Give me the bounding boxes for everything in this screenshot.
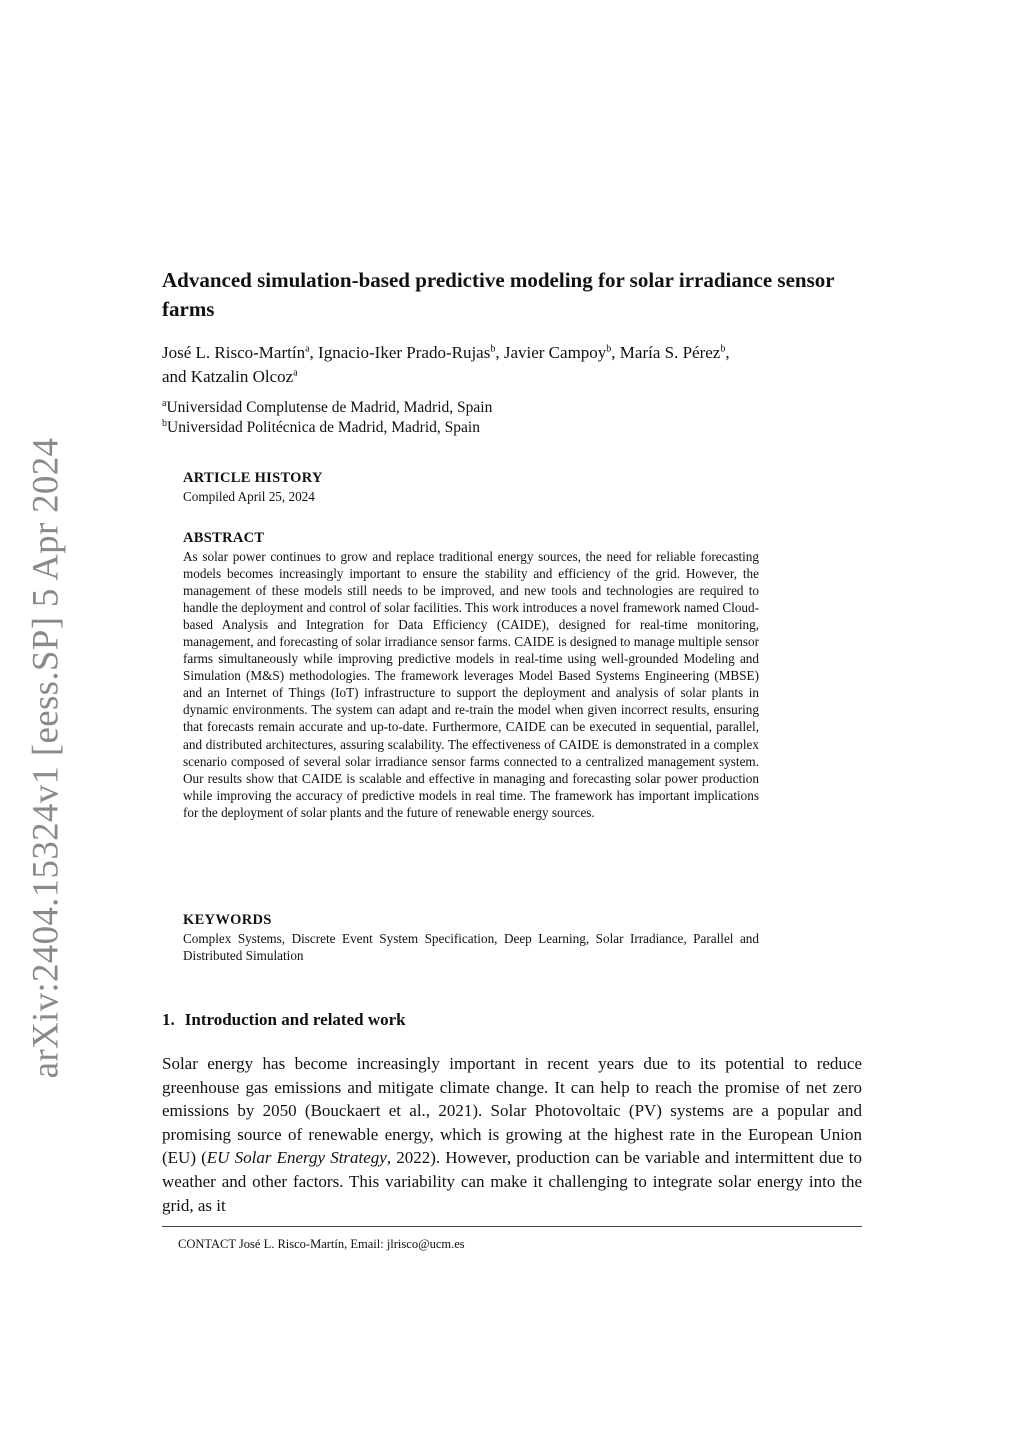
author-name: Katzalin Olcoz [190, 367, 294, 386]
keywords-heading: KEYWORDS [183, 912, 272, 928]
affiliation-mark: b [606, 343, 612, 355]
affiliation-mark: b [490, 343, 496, 355]
abstract-text: As solar power continues to grow and replace traditional energy sources, the need for reliable forecasting models becomes increasingly important to ensure the stability and efficiency of the grid. However, the management of these models still needs to be improved, and new tools and technologies are required to handle the deployment and control of solar facilities. This work introduces a novel framework named Cloud-based Analysis and Integration for Data Efficiency (CAIDE), designed for real-time monitoring, management, and forecasting of solar irradiance sensor farms. CAIDE is designed to manage multiple sensor farms simultaneously while improving predictive models in real-time using well-grounded Modeling and Simulation (M&S) methodologies. The framework leverages Model Based Systems Engineering (MBSE) and an Internet of Things (IoT) infrastructure to support the deployment and analysis of solar plants in dynamic environments. The system can adapt and re-train the model when given incorrect results, ensuring that forecasts remain accurate and up-to-date. Furthermore, CAIDE can be executed in sequential, parallel, and distributed architectures, assuring scalability. The effectiveness of CAIDE is demonstrated in a complex scenario composed of several solar irradiance sensor farms connected to a centralized management system. Our results show that CAIDE is scalable and effective in managing and forecasting solar power production while improving the accuracy of predictive models in real time. The framework has important implications for the deployment of solar plants and the future of renewable energy sources. [183, 549, 759, 820]
author-name: Javier Campoy [503, 343, 607, 362]
author-name: José L. Risco-Martín [162, 343, 306, 362]
abstract-heading: ABSTRACT [183, 530, 265, 546]
keywords-text: Complex Systems, Discrete Event System Specification, Deep Learning, Solar Irradiance, Parallel and Distributed Simulation [183, 931, 759, 964]
affiliation-text: Universidad Complutense de Madrid, Madrid, Spain [166, 399, 493, 416]
footnote-rule [162, 1226, 862, 1227]
affiliation-mark: b [162, 417, 167, 429]
affiliation-mark: a [162, 397, 167, 409]
article-history-text: Compiled April 25, 2024 [183, 489, 315, 504]
affiliation-mark: a [293, 367, 298, 379]
article-history [183, 468, 759, 505]
intro-paragraph [162, 1052, 862, 1217]
affiliation-item [162, 398, 882, 418]
author-list: José L. Risco-Martín$^a$, Ignacio-Iker Prado-Rujas$^b$, Javier Campoy$^b$, María S. Pérez$^b$, and Katzalin Olcoz$^a$ [162, 343, 730, 386]
author-name: Ignacio-Iker Prado-Rujas [318, 343, 491, 362]
section-title: Introduction and related work [184, 1010, 406, 1029]
section-heading [162, 1008, 406, 1032]
article-history-heading: ARTICLE HISTORY [183, 470, 323, 486]
affiliation-list [162, 398, 882, 438]
affiliation-item [162, 418, 882, 438]
affiliation-mark: a [305, 343, 310, 355]
keywords [183, 910, 759, 964]
author-joiner: and [162, 367, 187, 386]
affiliation-mark: b [720, 343, 726, 355]
section-number: 1. [162, 1010, 175, 1029]
affiliation-text: Universidad Politécnica de Madrid, Madrid, Spain [167, 419, 480, 436]
paper-title: Advanced simulation-based predictive modeling for solar irradiance sensor farms [162, 268, 835, 321]
intro-text: Solar energy has become increasingly important in recent years due to its potential to reduce greenhouse gas emissions and mitigate climate change. It can help to reach the promise of net zero emissions by 2050 (Bouckaert et al., 2021). Solar Photovoltaic (PV) systems are a popular and promising source of renewable energy, which is growing at the highest rate in the European Union (EU) ( [162, 1054, 862, 1168]
abstract [183, 528, 759, 821]
author-name: María S. Pérez [619, 343, 721, 362]
contact-footnote: CONTACT José L. Risco-Martín, Email: jlrisco@ucm.es [178, 1237, 465, 1251]
intro-cited-title: EU Solar Energy Strategy [206, 1148, 387, 1168]
intro-text-continued: , 2022). However, production can be variable and intermittent due to weather and other factors. This variability can make it challenging to integrate solar energy into the grid, as it [162, 1148, 862, 1215]
arxiv-identifier-text: arXiv:2404.15324v1 [eess.SP] 5 Apr 2024 [25, 437, 67, 1079]
